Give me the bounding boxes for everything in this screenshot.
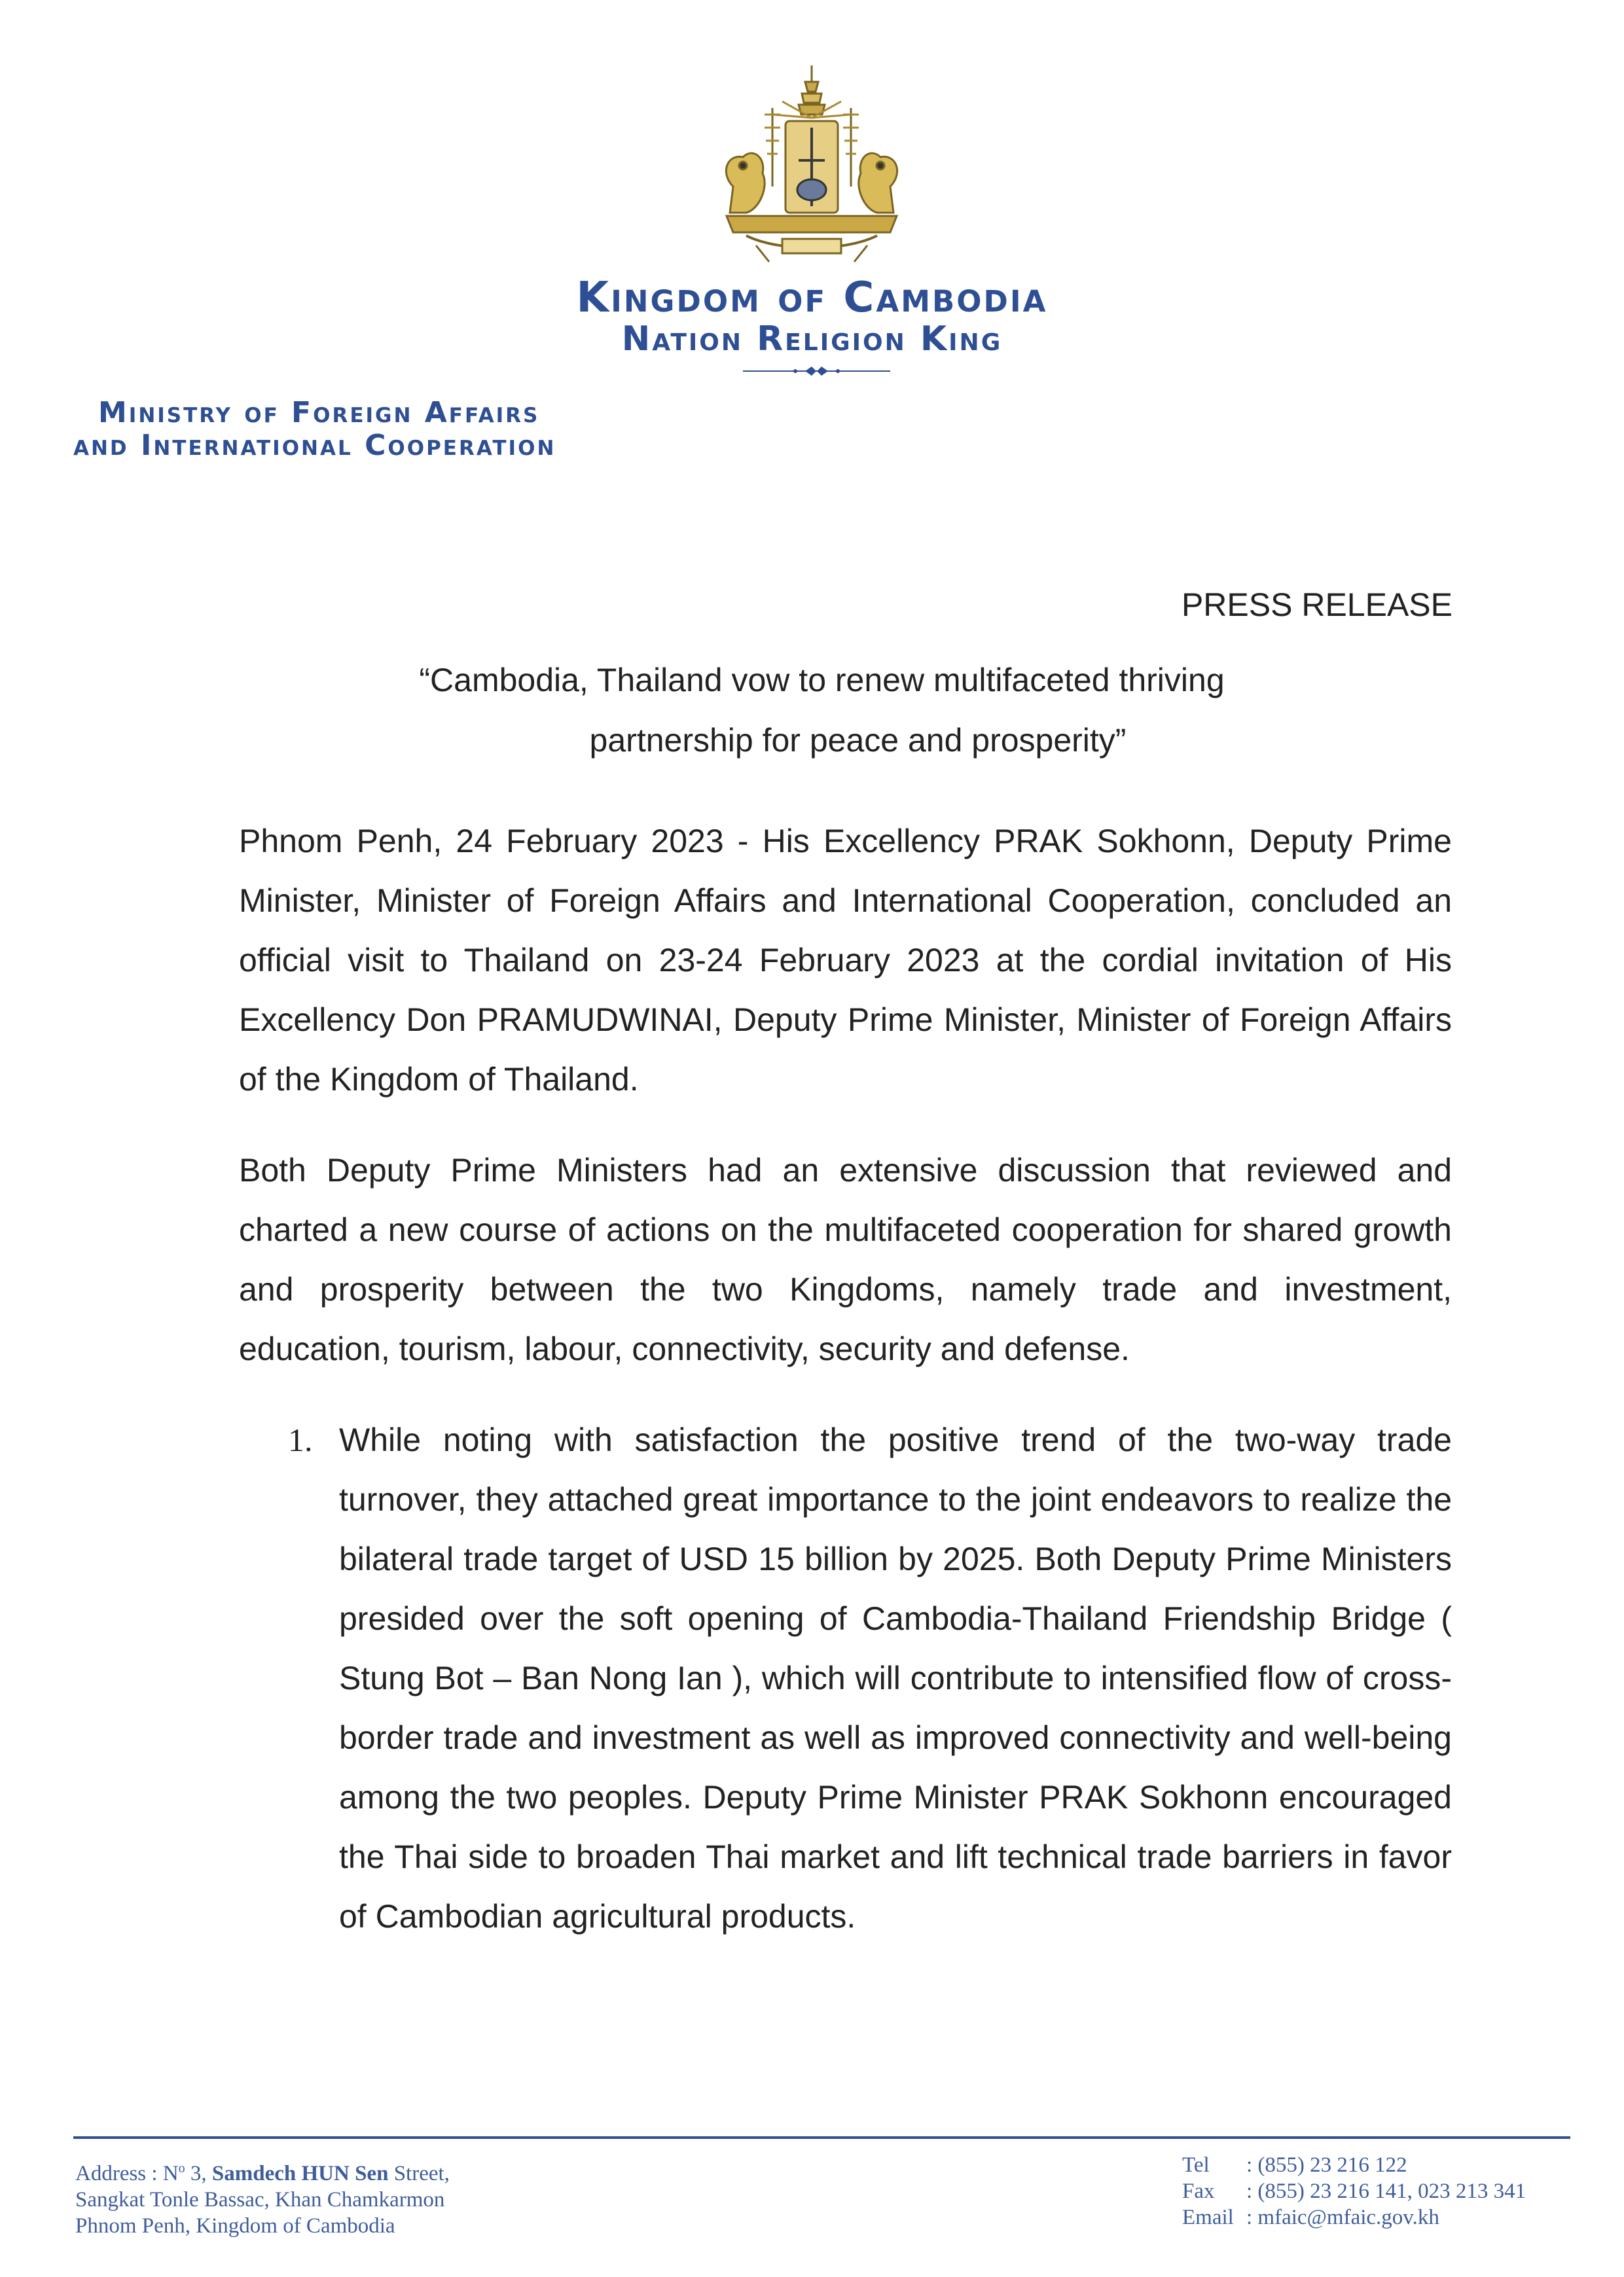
ministry-name-line1: Ministry of Foreign Affairs <box>98 396 540 429</box>
kingdom-heading: Kingdom of Cambodia <box>576 274 1048 322</box>
address-line2: Sangkat Tonle Bassac, Khan Chamkarmon <box>75 2188 445 2212</box>
tel-row: Tel : (855) 23 216 122 <box>1182 2153 1407 2177</box>
email-row: Email : mfaic@mfaic.gov.kh <box>1182 2206 1439 2229</box>
address-line1: Address : $N^o$ 3, Samdech HUN Sen Street, <box>75 2161 450 2185</box>
footer-contact <box>1182 2152 1526 2231</box>
ministry-name-line2: and International Cooperation <box>73 429 556 462</box>
royal-coat-of-arms-emblem <box>707 62 916 268</box>
title-line1: “Cambodia, Thailand vow to renew multifaceted thriving <box>419 662 1225 698</box>
ornamental-divider-icon <box>740 364 893 378</box>
footer-address <box>75 2155 450 2239</box>
press-release-label: PRESS RELEASE <box>1181 586 1453 623</box>
footer-divider <box>73 2136 1570 2139</box>
paragraph-2: Both Deputy Prime Ministers had an extensive discussion that reviewed and charted a new course of actions on the multifaceted cooperation for shared growth and prosperity between the two Kingdoms, namely trade and investment, education, tourism, labour, connectivity, security and defense. <box>239 1152 1452 1367</box>
fax-row: Fax : (855) 23 216 141, 023 213 341 <box>1182 2179 1526 2203</box>
paragraph-1: Phnom Penh, 24 February 2023 - His Excellency PRAK Sokhonn, Deputy Prime Minister, Minister of Foreign Affairs and International Cooperation, concluded an official visit to Thailand on 23-24 February 2023 at the cordial invitation of His Excellency Don PRAMUDWINAI, Deputy Prime Minister, Minister of Foreign Affairs of the Kingdom of Thailand. <box>239 823 1452 1098</box>
national-motto: Nation Religion King <box>621 319 1003 359</box>
title-line2: partnership for peace and prosperity” <box>589 722 1127 759</box>
list-item-text: While noting with satisfaction the positive trend of the two-way trade turnover, they attached great importance to the joint endeavors to realize the bilateral trade target of USD 15 billion by 2025. Both Deputy Prime Ministers presided over the soft opening of Cambodia-Thailand Friendship Bridge ( Stung Bot – Ban Nong Ian ), which will contribute to intensified flow of cross-border trade and investment as well as improved connectivity and well-being among the two peoples. Deputy Prime Minister PRAK Sokhonn encouraged the Thai side to broaden Thai market and lift technical trade barriers in favor of Cambodian agricultural products. <box>339 1422 1452 1935</box>
address-line3: Phnom Penh, Kingdom of Cambodia <box>75 2214 395 2238</box>
list-item-number: 1. <box>288 1422 313 1458</box>
